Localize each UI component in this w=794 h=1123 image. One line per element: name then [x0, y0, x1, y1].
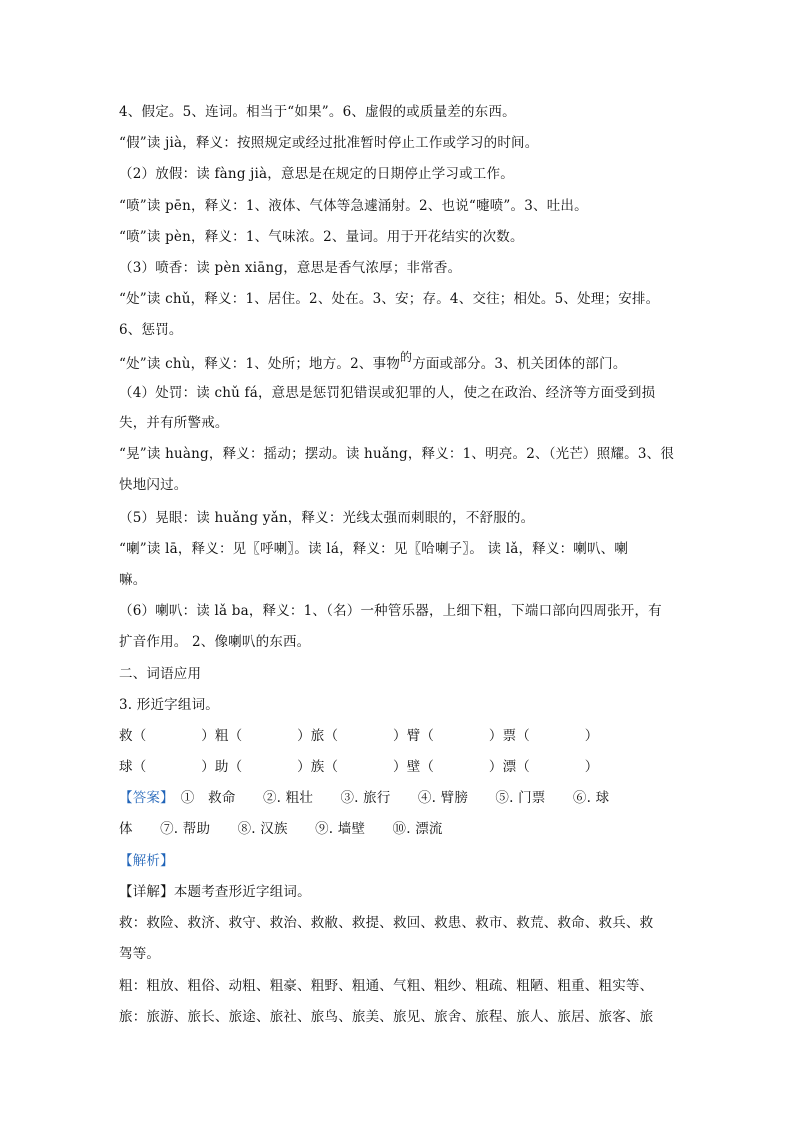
answer-label: 【答案】	[119, 790, 168, 806]
text-segment: 方面或部分。3、机关团体的部门。	[412, 356, 627, 372]
text-line: 4、假定。5、连词。相当于“如果”。6、虚假的或质量差的东西。	[119, 104, 516, 120]
text-line: 救：救险、救济、救守、救治、救敝、救提、救回、救患、救市、救荒、救命、救兵、救	[119, 915, 654, 931]
text-line: “假”读 jià，释义：按照规定或经过批准暂时停止工作或学习的时间。	[119, 135, 539, 151]
detail-label: 【详解】	[119, 884, 174, 900]
text-line: 失，并有所警戒。	[119, 415, 229, 431]
text-line: 扩音作用。 2、像喇叭的东西。	[119, 634, 311, 650]
superscript-char: 的	[400, 350, 413, 364]
text-line: “喷”读 pèn，释义：1、气味浓。2、量词。用于开花结实的次数。	[119, 229, 524, 245]
question-title: 3. 形近字组词。	[119, 697, 219, 713]
text-line: 粗：粗放、粗俗、动粗、粗豪、粗野、粗通、气粗、粗纱、粗疏、粗陋、粗重、粗实等、	[119, 978, 654, 994]
text-line: （2）放假：读 fàng jià，意思是在规定的日期停止学习或工作。	[119, 166, 514, 182]
text-line: （4）处罚：读 chǔ fá，意思是惩罚犯错误或犯罪的人，使之在政治、经济等方面受到损	[119, 385, 656, 401]
text-line	[119, 350, 627, 373]
text-line: “喇”读 lā，释义：见〖呼喇〗。读 lá，释义：见〖哈喇子〗。 读 lǎ，释义：喇叭、喇	[119, 541, 629, 557]
text-line: （5）晃眼：读 huǎng yǎn，释义：光线太强而刺眼的，不舒服的。	[119, 510, 535, 526]
blank-row-1: 救（ ）粗（ ）旅（ ）臂（ ）票（ ）	[119, 728, 599, 744]
answer-line: 体 ⑦. 帮助 ⑧. 汉族 ⑨. 墙壁 ⑩. 漂流	[119, 821, 443, 837]
detail-text: 本题考查形近字组词。	[173, 884, 311, 900]
text-line: （6）喇叭：读 lǎ ba，释义：1、（名）一种管乐器，上细下粗，下端口部向四周张开，有	[119, 603, 662, 619]
section-heading: 二、词语应用	[119, 666, 202, 682]
text-line: “处”读 chǔ，释义：1、居住。2、处在。3、安；存。4、交往；相处。5、处理；安排。	[119, 291, 660, 307]
answer-line	[119, 789, 609, 807]
blank-row-2: 球（ ）助（ ）族（ ）壁（ ）漂（ ）	[119, 759, 599, 775]
text-line: （3）喷香：读 pèn xiāng，意思是香气浓厚；非常香。	[119, 260, 462, 276]
text-line: 嘛。	[119, 572, 147, 588]
text-segment: “处”读 chù，释义：1、处所；地方。2、事物	[119, 356, 401, 372]
analysis-label: 【解析】	[119, 853, 174, 869]
text-line: 快地闪过。	[119, 477, 188, 493]
text-line: 驾等。	[119, 946, 161, 962]
text-line: “喷”读 pēn，释义：1、液体、气体等急遽涌射。2、也说“嚏喷”。3、吐出。	[119, 198, 588, 214]
detail-line	[119, 883, 311, 901]
text-line: 6、惩罚。	[119, 322, 183, 338]
answer-text: ① 救命 ②. 粗壮 ③. 旅行 ④. 臂膀 ⑤. 门票 ⑥. 球	[180, 790, 610, 806]
text-line: 旅：旅游、旅长、旅途、旅社、旅鸟、旅美、旅见、旅舍、旅程、旅人、旅居、旅客、旅	[119, 1009, 654, 1025]
text-line: “晃”读 huàng，释义：摇动；摆动。读 huǎng，释义：1、明亮。2、（光芒）照耀。3、很	[119, 446, 675, 462]
